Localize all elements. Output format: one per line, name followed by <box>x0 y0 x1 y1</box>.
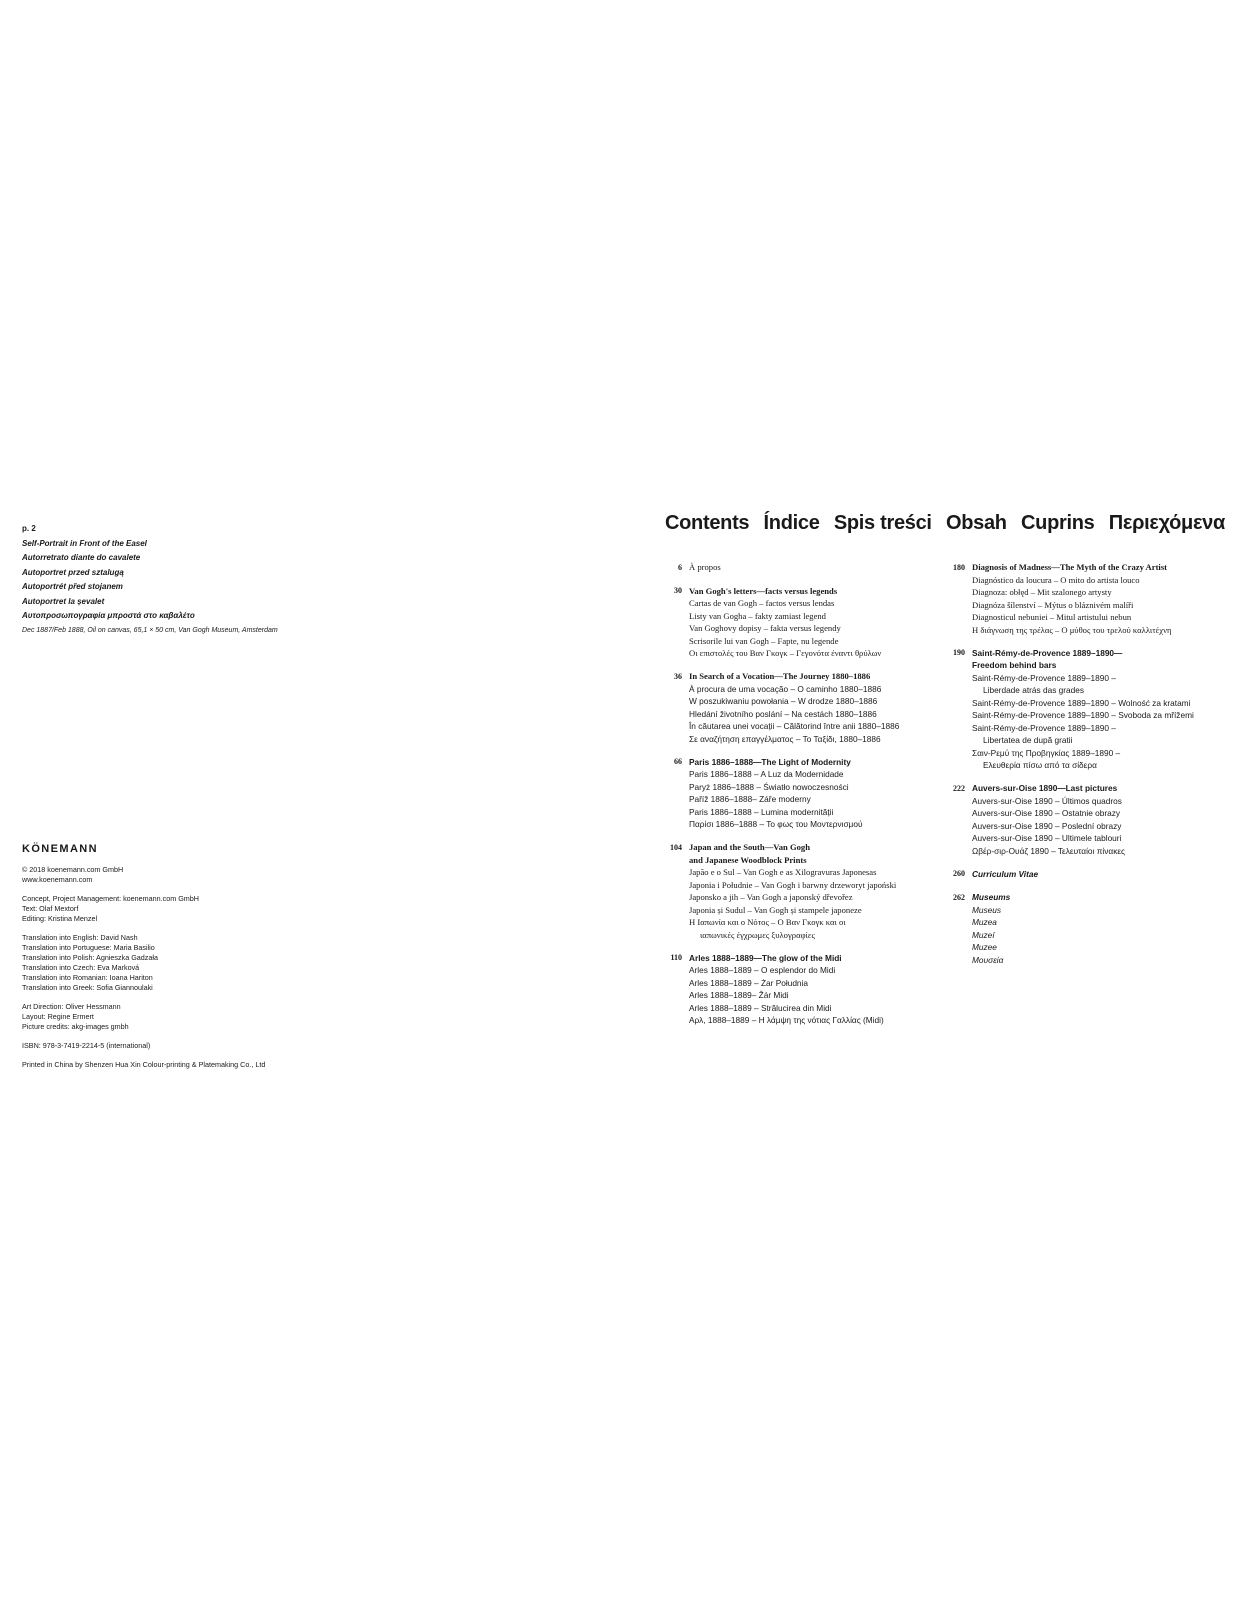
caption-page-ref: p. 2 <box>22 524 36 533</box>
imprint-group <box>22 1002 442 1032</box>
heading-greek: Περιεχόμενα <box>1108 512 1225 534</box>
toc-entry-translation: Muzee <box>972 942 997 952</box>
toc-entry-title: À propos <box>689 562 721 572</box>
imprint-line: Translation into Romanian: Ioana Hariton <box>22 973 153 982</box>
toc-entry-translation: Muzeí <box>972 929 995 940</box>
toc-entry-translation: Diagnóstico da loucura – O mito do artista louco <box>972 574 1140 585</box>
toc-entry-translation: Diagnoza: obłęd – Mit szalonego artysty <box>972 587 1112 597</box>
toc-entry-title: Diagnosis of Madness—The Myth of the Crazy Artist <box>972 562 1168 572</box>
toc-entry-title: In Search of a Vocation—The Journey 1880–1886 <box>689 671 871 681</box>
heading-romanian: Cuprins <box>1021 512 1095 534</box>
caption-artwork-info: Dec 1887/Feb 1888, Oil on canvas, 65,1 × 50 cm, Van Gogh Museum, Amsterdam <box>22 626 278 634</box>
toc-page-number: 260 <box>953 869 965 878</box>
imprint-line: Translation into Greek: Sofia Giannoulaki <box>22 983 153 992</box>
toc-entry-translation: Paříž 1886–1888– Záře moderny <box>689 794 811 804</box>
toc-entry <box>943 782 1243 857</box>
imprint-line: Art Direction: Oliver Hessmann <box>22 1002 121 1011</box>
toc-page-number: 66 <box>674 757 682 766</box>
toc-entry-title: Saint-Rémy-de-Provence 1889–1890— <box>972 647 1123 658</box>
toc-page-number: 6 <box>678 562 682 572</box>
toc-entry-translation: Scrisorile lui van Gogh – Fapte, nu legende <box>689 635 839 646</box>
toc-entry <box>943 561 1243 636</box>
toc-entry-translation: Σαιν-Ρεμύ της Προβηγκίας 1889–1890 – <box>972 747 1121 758</box>
imprint-group <box>22 865 442 885</box>
toc-entry-translation: Arles 1888–1889 – O esplendor do Midi <box>689 965 836 975</box>
toc-entry <box>660 841 936 941</box>
toc-entry-translation: Saint-Rémy-de-Provence 1889–1890 – <box>972 722 1116 733</box>
toc-entry-translation: Liberdade atrás das grades <box>983 685 1085 695</box>
toc-entry-translation: Museus <box>972 904 1002 915</box>
toc-entry <box>660 561 936 574</box>
caption-title-pl: Autoportret przed sztalugą <box>22 567 124 577</box>
caption-title-pt: Autorretrato diante do cavalete <box>22 553 141 562</box>
toc-entry <box>943 647 1243 772</box>
toc-entry-translation: Libertatea de după gratii <box>983 735 1073 745</box>
toc-entry-translation: Japão e o Sul – Van Gogh e as Xilogravuras Japonesas <box>689 867 877 877</box>
image-caption <box>22 522 442 638</box>
toc-page-number: 180 <box>953 562 965 572</box>
toc-entry-translation: Auvers-sur-Oise 1890 – Poslední obrazy <box>972 820 1122 831</box>
toc-entry-title: Curriculum Vitae <box>972 868 1039 879</box>
imprint-line: Translation into Portuguese: Maria Basilio <box>22 943 155 952</box>
toc-entry-title: Paris 1886–1888—The Light of Modernity <box>689 756 851 767</box>
toc-entry-translation: Diagnóza šílenství – Mýtus o bláznivém malíři <box>972 599 1134 610</box>
toc-entry-translation: Listy van Gogha – fakty zamiast legend <box>689 610 826 621</box>
toc-entry-translation: Η διάγνωση της τρέλας – Ο μύθος του τρελού καλλιτέχνη <box>972 624 1172 635</box>
imprint-line: Printed in China by Shenzen Hua Xin Colour-printing & Platemaking Co., Ltd <box>22 1060 266 1069</box>
toc-entry-translation: ιαπωνικές έγχρωμες ξυλογραφίες <box>700 929 815 940</box>
imprint-group <box>22 1041 442 1051</box>
imprint-line: Translation into English: David Nash <box>22 933 138 942</box>
toc-entry-translation: Saint-Rémy-de-Provence 1889–1890 – <box>972 672 1116 683</box>
imprint-line: Editing: Kristina Menzel <box>22 914 98 923</box>
toc-entry <box>660 585 936 660</box>
heading-czech: Obsah <box>945 512 1007 534</box>
toc-entry <box>660 756 936 831</box>
imprint-line: Layout: Regine Ermert <box>22 1012 94 1021</box>
toc-entry-translation: Muzea <box>972 917 997 927</box>
toc-entry-translation: Arles 1888–1889 – Strălucirea din Midi <box>689 1002 832 1013</box>
toc-entry <box>660 952 936 1027</box>
toc-entry-translation: Arles 1888–1889– Žár Midi <box>689 990 789 1000</box>
toc-entry-translation: Saint-Rémy-de-Provence 1889–1890 – Wolność za kratami <box>972 697 1191 708</box>
toc-entry-translation: Cartas de van Gogh – factos versus lendas <box>689 598 835 608</box>
heading-portuguese: Índice <box>763 512 820 534</box>
toc-page-number: 262 <box>953 892 965 902</box>
toc-entry <box>943 868 1243 881</box>
imprint-line: Concept, Project Management: koenemann.com GmbH <box>22 894 199 903</box>
toc-page-number: 36 <box>674 671 682 681</box>
toc-entry-translation: Paris 1886–1888 – Lumina modernității <box>689 806 834 817</box>
toc-entry-translation: Σε αναζήτηση επαγγέλματος – Το Ταξίδι, 1880–1886 <box>689 733 881 744</box>
toc-entry-translation: À procura de uma vocação – O caminho 1880–1886 <box>689 683 882 694</box>
imprint-group <box>22 933 442 993</box>
imprint-line: ISBN: 978-3-7419-2214-5 (international) <box>22 1041 151 1050</box>
imprint-block <box>22 843 442 1079</box>
toc-entry-translation: Hledání životního poslání – Na cestách 1880–1886 <box>689 708 877 719</box>
imprint-line: www.koenemann.com <box>22 875 93 884</box>
toc-entry-translation: Japonia i Południe – Van Gogh i barwny drzeworyt japoński <box>689 879 897 890</box>
toc-entry-translation: Ωβέρ-σιρ-Ουάζ 1890 – Τελευταίοι πίνακες <box>972 845 1126 856</box>
imprint-group <box>22 894 442 924</box>
toc-entry-translation: Van Goghovy dopisy – fakta versus legendy <box>689 623 841 633</box>
toc-entry-translation: Auvers-sur-Oise 1890 – Ostatnie obrazy <box>972 808 1121 818</box>
toc-entry-translation: Αρλ, 1888–1889 – Η λάμψη της νότιας Γαλλίας (Midi) <box>689 1015 884 1025</box>
toc-page-number: 222 <box>953 783 965 793</box>
imprint-line: Text: Olaf Mextorf <box>22 904 79 913</box>
toc-entry-translation: Japonia și Sudul – Van Gogh și stampele japoneze <box>689 904 862 915</box>
toc-entry-translation: Saint-Rémy-de-Provence 1889–1890 – Svoboda za mřížemi <box>972 710 1194 720</box>
toc-entry-title: Museums <box>972 892 1011 902</box>
caption-title-en: Self-Portrait in Front of the Easel <box>22 538 147 548</box>
toc-entry-title: Japan and the South—Van Gogh <box>689 842 810 852</box>
toc-entry-translation: Paris 1886–1888 – A Luz da Modernidade <box>689 769 844 779</box>
toc-entry-title: Arles 1888–1889—The glow of the Midi <box>689 952 842 963</box>
imprint-line: Picture credits: akg-images gmbh <box>22 1022 129 1031</box>
toc-entry-translation: Auvers-sur-Oise 1890 – Ultimele tablouri <box>972 833 1122 843</box>
toc-page-number: 110 <box>670 953 682 962</box>
toc-entry-translation: W poszukiwaniu powołania – W drodze 1880–1886 <box>689 696 878 706</box>
imprint-line: Translation into Polish: Agnieszka Gadzała <box>22 953 158 962</box>
toc-entry-translation: Η Ιαπωνία και ο Νότος – Ο Βαν Γκογκ και οι <box>689 917 846 927</box>
toc-column-right <box>943 561 1243 977</box>
toc-entry <box>943 891 1243 966</box>
imprint-details <box>22 865 442 1070</box>
imprint-group <box>22 1060 442 1070</box>
toc-column-left <box>660 561 936 1037</box>
publisher-logo: KÖNEMANN <box>22 843 98 855</box>
heading-english: Contents <box>665 512 750 534</box>
toc-page-number: 30 <box>674 586 682 595</box>
imprint-line: Translation into Czech: Eva Marková <box>22 963 140 972</box>
toc-entry-title: Van Gogh's letters—facts versus legends <box>689 585 838 596</box>
toc-entry-translation: Japonsko a jih – Van Gogh a japonský dřevořez <box>689 892 853 902</box>
toc-entry-translation: and Japanese Woodblock Prints <box>689 854 807 865</box>
caption-title-ro: Autoportret la șevalet <box>22 596 105 606</box>
toc-entry-translation: În căutarea unei vocații – Călătorind între anii 1880–1886 <box>689 721 900 731</box>
toc-page-number: 104 <box>670 842 682 852</box>
toc-entry-translation: Auvers-sur-Oise 1890 – Últimos quadros <box>972 795 1122 806</box>
caption-title-cz: Autoportrét před stojanem <box>22 582 123 591</box>
toc-entry-translation: Paryż 1886–1888 – Światło nowoczesności <box>689 781 849 792</box>
heading-polish: Spis treści <box>833 512 932 534</box>
toc-entry-translation: Diagnosticul nebuniei – Mitul artistului nebun <box>972 612 1132 622</box>
toc-entry-translation: Οι επιστολές του Βαν Γκογκ – Γεγονότα έναντι θρύλων <box>689 648 882 658</box>
toc-entry-translation: Arles 1888–1889 – Żar Południa <box>689 977 809 988</box>
toc-page-number: 190 <box>953 648 965 657</box>
toc-entry <box>660 670 936 745</box>
toc-entry-title: Auvers-sur-Oise 1890—Last pictures <box>972 783 1118 793</box>
imprint-line: © 2018 koenemann.com GmbH <box>22 865 124 874</box>
toc-entry-translation: Παρίσι 1886–1888 – Το φως του Μοντερνισμού <box>689 819 863 829</box>
toc-entry-translation: Freedom behind bars <box>972 660 1057 670</box>
toc-entry-translation: Μουσεία <box>972 954 1004 965</box>
contents-heading <box>665 512 1225 535</box>
caption-title-gr: Αυτοπροσωπογραφία μπροστά στο καβαλέτο <box>22 611 195 620</box>
toc-entry-translation: Ελευθερία πίσω από τα σίδερα <box>983 760 1097 770</box>
